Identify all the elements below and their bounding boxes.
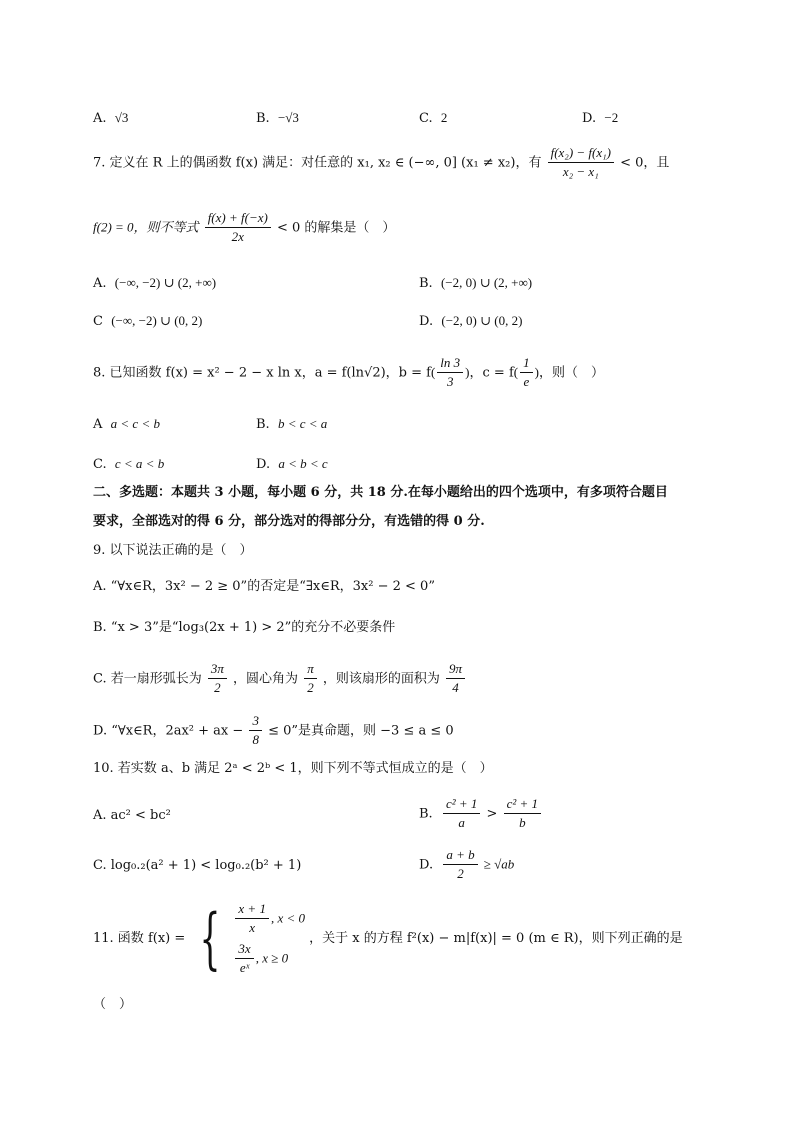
q9-option-d: D. “∀x∈R，2ax² + ax − $\frac{3}{8}$ ≤ 0”是真命题，则 −3 ≤ a ≤ 0: [93, 713, 454, 748]
q6-option-d: D. −2: [582, 110, 619, 126]
q7-number: 7.: [93, 155, 106, 171]
q11-stem: 11. 函数 f(x) = { $\frac{x + 1}{x}$ , x < 0 $\frac{3x}{\text{eˣ}}$ , x ≥ 0 ，关于 x 的方程 f²(x) − m|f(x)| = 0 (m ∈ R)，则下列正确的是: [93, 899, 683, 977]
q9-option-c: C. 若一扇形弧长为 $\frac{3\pi}{2}$ ，圆心角为 $\frac{\pi}{2}$ ，则该扇形的面积为 $\frac{9\pi}{4}$: [93, 662, 467, 696]
q7-inequality-fraction: $\frac{f(x) + f(-x)}{2x}$: [205, 211, 271, 245]
q7-inequality-line: f(2) = 0，则不等式 $\frac{f(x) + f(-x)}{2x}$ < 0 的解集是（ ）: [93, 210, 396, 245]
q9-option-b: B. “x > 3”是“log₃(2x + 1) > 2”的充分不必要条件: [93, 620, 396, 635]
q9-d-fraction: $\frac{3}{8}$: [249, 714, 262, 748]
q6-option-a: A. √3: [93, 110, 129, 126]
q7-option-b: B. (−2, 0) ∪ (2, +∞): [419, 275, 533, 291]
section-2-heading: 二、多选题：本题共 3 小题，每小题 6 分，共 18 分.在每小题给出的四个选项中，有多项符合题目: [93, 485, 668, 500]
q9-c-area-fraction: $\frac{9\pi}{4}$: [446, 662, 465, 696]
q8-option-d: D. a < b < c: [256, 456, 328, 472]
q11-answer-paren: （ ）: [93, 997, 133, 1012]
q7-stem-text: 定义在 R 上的偶函数 f(x) 满足：对任意的 x₁, x₂ ∈ (−∞, 0] (x₁ ≠ x₂)，有: [109, 155, 542, 171]
q7-difference-quotient: $\frac{\text{f(x₂) − f(x₁)}}{\text{x₂ − x₁}}$: [548, 146, 614, 180]
q10-stem: 10. 若实数 a、b 满足 2ᵃ < 2ᵇ < 1，则下列不等式恒成立的是（ ）: [93, 761, 493, 776]
q8-option-c: C. c < a < b: [93, 456, 165, 472]
q10-option-b: B. $\frac{\text{c² + 1}}{a}$ > $\frac{\text{c² + 1}}{b}$: [419, 797, 543, 831]
q7-option-c: C (−∞, −2) ∪ (0, 2): [93, 313, 203, 329]
q9-c-angle-fraction: $\frac{\pi}{2}$: [304, 662, 317, 696]
q6-option-b: B. −√3: [256, 110, 299, 126]
q7-stem: 7. 定义在 R 上的偶函数 f(x) 满足：对任意的 x₁, x₂ ∈ (−∞, 0] (x₁ ≠ x₂)，有 $\frac{\text{f(x₂) − f(x₁)}}{\text{x₂ − x₁}}$ < 0，且: [93, 145, 670, 180]
q10-option-d: D. $\frac{a + b}{2}$ ≥ √ab: [419, 847, 515, 882]
q6-option-c: C. 2: [419, 110, 448, 126]
section-2-heading-cont: 要求，全部选对的得 6 分，部分选对的得部分分，有选错的得 0 分.: [93, 514, 485, 529]
q11-piecewise: { $\frac{x + 1}{x}$ , x < 0 $\frac{3x}{\text{eˣ}}$ , x ≥ 0: [199, 899, 305, 977]
q8-c-fraction: $\frac{1}{e}$: [520, 356, 533, 390]
q7-option-a: A. (−∞, −2) ∪ (2, +∞): [93, 275, 217, 291]
q8-b-fraction: $\frac{\ln 3}{3}$: [437, 356, 463, 390]
q7-option-d: D. (−2, 0) ∪ (0, 2): [419, 313, 523, 329]
q9-c-arc-fraction: $\frac{3\pi}{2}$: [208, 662, 227, 696]
q8-stem: 8. 已知函数 f(x) = x² − 2 − x ln x，a = f(ln√2)，b = f( $\frac{\ln 3}{3}$ )，c = f( $\frac{1}{e}$ )，则（ ）: [93, 355, 604, 390]
q8-option-b: B. b < c < a: [256, 416, 328, 432]
q9-option-a: A. “∀x∈R，3x² − 2 ≥ 0”的否定是“∃x∈R，3x² − 2 < 0”: [93, 579, 435, 594]
q8-option-a: A a < c < b: [93, 416, 160, 432]
q10-option-c: C. log₀.₂(a² + 1) < log₀.₂(b² + 1): [93, 858, 302, 873]
q10-option-a: A. ac² < bc²: [93, 808, 171, 823]
q9-stem: 9. 以下说法正确的是（ ）: [93, 543, 253, 558]
